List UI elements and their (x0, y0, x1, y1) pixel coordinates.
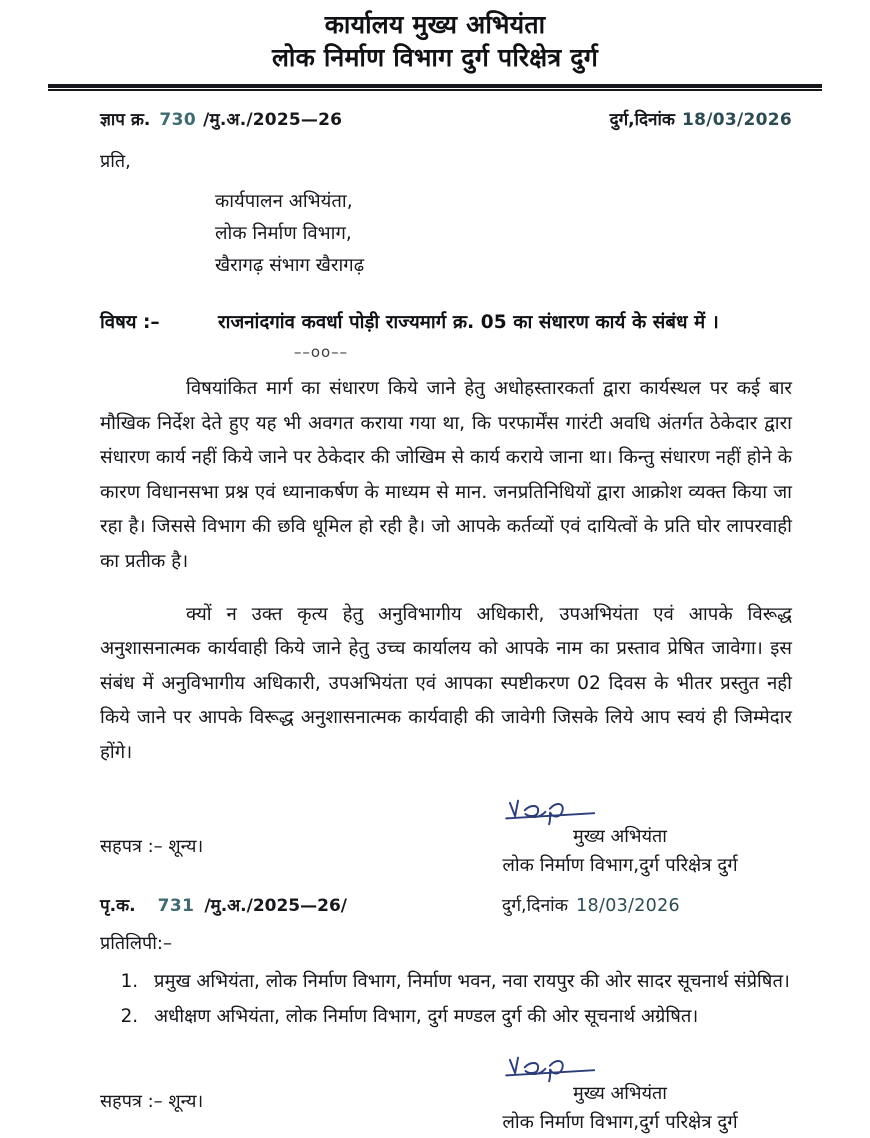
signatory-department-1: लोक निर्माण विभाग,दुर्ग परिक्षेत्र दुर्ग (502, 855, 738, 877)
office-title-line-1: कार्यालय मुख्य अभियंता (324, 10, 546, 39)
copy-list-item: 1. प्रमुख अभियंता, लोक निर्माण विभाग, निर्माण भवन, नवा रायपुर की ओर सादर सूचनार्थ संप्रेषित। (144, 965, 792, 998)
memo-date (610, 107, 792, 130)
signature-icon (470, 1051, 640, 1085)
copy-list-item: 2. अधीक्षण अभियंता, लोक निर्माण विभाग, दुर्ग मण्डल दुर्ग की ओर सूचनार्थ अग्रेषित। (144, 1000, 792, 1033)
endorsement-date-label: दुर्ग,दिनांक (501, 896, 569, 917)
subject-row (100, 309, 792, 334)
subject-label: विषय :– (100, 312, 160, 333)
paragraph-1: विषयांकित मार्ग का संधारण किये जाने हेतु अधोहस्तारकर्ता द्वारा कार्यस्थल पर कई बार मौखिक निर्देश देते हुए यह भी अवगत कराया गया था, कि परफार्मेंस गारंटी अवधि अंतर्गत ठेकेदार द्वारा संधारण कार्य नहीं किये जाने पर ठेकेदार की जोखिम से कार्य कराये जाना था। किन्तु संधारण नहीं होने के कारण विधानसभा प्रश्न एवं ध्यानाकर्षण के माध्यम से मान. जनप्रतिनिधियों द्वारा आक्रोश व्यक्त किया जा रहा है। जिससे विभाग की छवि धूमिल हो रही है। जो आपके कर्तव्यों एवं दायित्वों के प्रति घोर लापरवाही का प्रतीक है। (100, 378, 792, 572)
memo-date-value: 18/03/2026 (681, 110, 792, 130)
addressee-line-2: लोक निर्माण विभाग, (215, 223, 352, 244)
signatory-department-2: लोक निर्माण विभाग,दुर्ग परिक्षेत्र दुर्ग (502, 1112, 738, 1134)
endorsement-date-value: 18/03/2026 (576, 896, 680, 917)
enclosure-note-2: सहपत्र :– शून्य। (100, 1091, 204, 1113)
endorsement-number-value: 731 (157, 896, 195, 917)
endorsement-number-suffix: /मु.अ./2025—26/ (204, 896, 347, 917)
memo-number-label: ज्ञाप क्र. (100, 110, 151, 130)
endorsement-number (100, 893, 347, 916)
addressee-block (100, 186, 792, 282)
letterhead (0, 0, 870, 75)
signatory-name-2: मुख्य अभियंता (573, 1083, 667, 1105)
signature-block-1 (470, 794, 792, 881)
subject-text: राजनांदगांव कवर्धा पोड़ी राज्यमार्ग क्र. 05 का संधारण कार्य के संबंध में । (218, 312, 719, 333)
memo-header-row (100, 91, 792, 130)
office-title-line-2: लोक निर्माण विभाग दुर्ग परिक्षेत्र दुर्ग (271, 43, 599, 72)
copy-to-list (100, 965, 792, 1033)
memo-number-suffix: /मु.अ./2025—26 (203, 110, 343, 130)
addressee-line-1: कार्यपालन अभियंता, (215, 191, 353, 212)
addressee-line-3: खैरागढ़ संभाग खैरागढ़ (215, 255, 365, 276)
memo-number (100, 107, 342, 130)
signature-row-1 (100, 794, 792, 881)
copy-to-heading: प्रतिलिपी:– (100, 933, 172, 955)
signature-icon (470, 794, 640, 828)
endorsement-label: पृ.क. (100, 896, 136, 917)
letter-body (0, 91, 870, 1138)
header-divider (48, 84, 822, 91)
signature-row-2 (100, 1051, 792, 1138)
endorsement-row (100, 893, 792, 917)
salutation: प्रति, (100, 151, 131, 172)
signature-block-2 (470, 1051, 792, 1138)
section-ornament: ––oo–– (293, 343, 349, 361)
enclosure-note-1: सहपत्र :– शून्य। (100, 836, 204, 858)
signatory-name-1: मुख्य अभियंता (573, 826, 667, 848)
endorsement-date (502, 893, 792, 917)
memo-number-value: 730 (159, 110, 197, 130)
paragraph-2: क्यों न उक्त कृत्य हेतु अनुविभागीय अधिकारी, उपअभियंता एवं आपके विरूद्ध अनुशासनात्मक कार्यवाही किये जाने हेतु उच्च कार्यालय को आपके नाम का प्रस्ताव प्रेषित जावेगा। इस संबंध में अनुविभागीय अधिकारी, उपअभियंता एवं आपका स्पष्टीकरण 02 दिवस के भीतर प्रस्तुत नही किये जाने पर आपके विरूद्ध अनुशासनात्मक कार्यवाही की जावेगी जिसके लिये आप स्वयं ही जिम्मेदार होंगे। (100, 603, 792, 763)
memo-date-label: दुर्ग,दिनांक (609, 110, 675, 130)
